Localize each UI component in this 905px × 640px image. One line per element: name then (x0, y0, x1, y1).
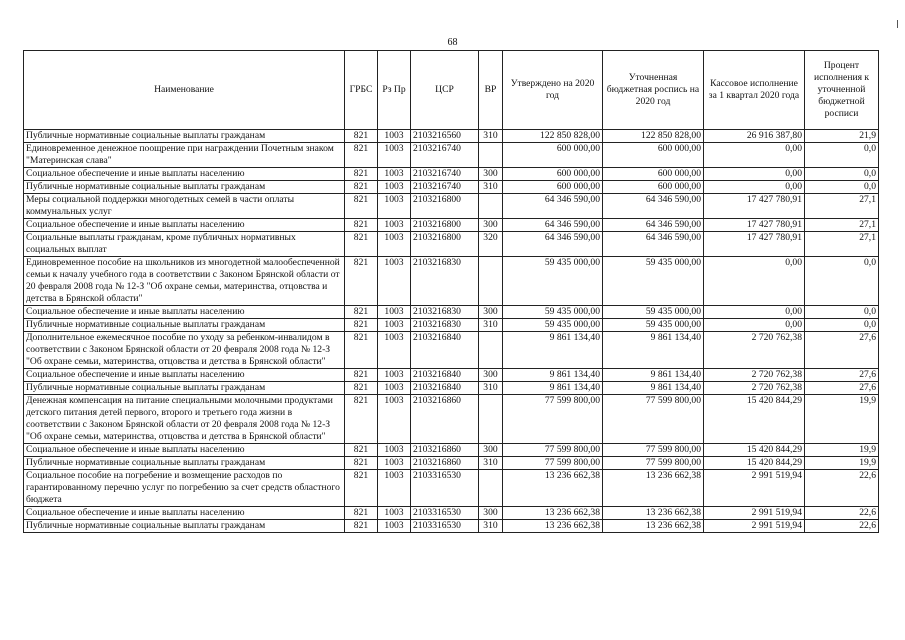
table-row (24, 143, 879, 168)
cell-approved: 59 435 000,00 (503, 319, 603, 332)
cell-vr: 300 (479, 507, 503, 520)
cell-name: Социальное обеспечение и иные выплаты населению (24, 168, 345, 181)
cell-csr: 2103216860 (411, 457, 479, 470)
cell-name: Дополнительное ежемесячное пособие по уходу за ребенком-инвалидом в соответствии с Законом Брянской области от 20 февраля 2008 года № 12-З "Об охране семьи, материнства, отцовства и детства в Брянской области" (24, 332, 345, 369)
cell-percent: 22,6 (805, 520, 879, 533)
cell-vr: 300 (479, 369, 503, 382)
cell-rzpr: 1003 (378, 130, 411, 143)
cell-rzpr: 1003 (378, 332, 411, 369)
cell-vr (479, 257, 503, 306)
cell-vr: 310 (479, 382, 503, 395)
cell-csr: 2103216860 (411, 444, 479, 457)
cell-name: Публичные нормативные социальные выплаты гражданам (24, 457, 345, 470)
cell-csr: 2103216830 (411, 306, 479, 319)
cell-cash: 17 427 780,91 (704, 219, 805, 232)
cell-percent: 27,6 (805, 382, 879, 395)
cell-cash: 17 427 780,91 (704, 194, 805, 219)
table-row (24, 395, 879, 444)
cell-cash: 0,00 (704, 257, 805, 306)
cell-rzpr: 1003 (378, 319, 411, 332)
cell-percent: 27,1 (805, 219, 879, 232)
cell-grbs: 821 (345, 257, 378, 306)
cell-approved: 13 236 662,38 (503, 520, 603, 533)
cell-approved: 600 000,00 (503, 143, 603, 168)
cell-percent: 27,1 (805, 194, 879, 219)
cell-grbs: 821 (345, 319, 378, 332)
cell-percent: 27,6 (805, 332, 879, 369)
cell-refined: 600 000,00 (603, 143, 704, 168)
edge-mark (897, 20, 898, 28)
table-row (24, 382, 879, 395)
cell-refined: 13 236 662,38 (603, 520, 704, 533)
cell-cash: 2 720 762,38 (704, 332, 805, 369)
cell-name: Публичные нормативные социальные выплаты гражданам (24, 382, 345, 395)
cell-rzpr: 1003 (378, 257, 411, 306)
cell-refined: 13 236 662,38 (603, 470, 704, 507)
cell-name: Социальное обеспечение и иные выплаты населению (24, 219, 345, 232)
cell-vr: 310 (479, 130, 503, 143)
cell-grbs: 821 (345, 168, 378, 181)
cell-vr (479, 143, 503, 168)
cell-name: Денежная компенсация на питание специальными молочными продуктами детского питания детей первого, второго и третьего года жизни в соответствии с Законом Брянской области от 20 февраля 2008 года № 12-З "Об охране семьи, материнства, отцовства и детства в Брянской области" (24, 395, 345, 444)
cell-csr: 2103216740 (411, 181, 479, 194)
cell-refined: 77 599 800,00 (603, 444, 704, 457)
cell-csr: 2103216800 (411, 219, 479, 232)
header-vr: ВР (479, 51, 503, 130)
cell-vr: 310 (479, 181, 503, 194)
cell-rzpr: 1003 (378, 219, 411, 232)
table-row (24, 257, 879, 306)
cell-csr: 2103216830 (411, 257, 479, 306)
cell-grbs: 821 (345, 219, 378, 232)
cell-vr: 310 (479, 520, 503, 533)
header-row (24, 51, 879, 130)
cell-percent: 0,0 (805, 143, 879, 168)
cell-name: Публичные нормативные социальные выплаты гражданам (24, 181, 345, 194)
header-csr: ЦСР (411, 51, 479, 130)
cell-approved: 9 861 134,40 (503, 382, 603, 395)
cell-approved: 9 861 134,40 (503, 369, 603, 382)
table-row (24, 319, 879, 332)
cell-csr: 2103316530 (411, 470, 479, 507)
cell-vr (479, 194, 503, 219)
cell-vr (479, 332, 503, 369)
cell-cash: 2 720 762,38 (704, 382, 805, 395)
cell-approved: 59 435 000,00 (503, 306, 603, 319)
cell-rzpr: 1003 (378, 306, 411, 319)
cell-percent: 0,0 (805, 168, 879, 181)
table-row (24, 219, 879, 232)
cell-refined: 9 861 134,40 (603, 382, 704, 395)
cell-cash: 0,00 (704, 181, 805, 194)
cell-percent: 21,9 (805, 130, 879, 143)
cell-cash: 2 991 519,94 (704, 507, 805, 520)
cell-refined: 600 000,00 (603, 181, 704, 194)
cell-percent: 27,1 (805, 232, 879, 257)
cell-vr: 300 (479, 444, 503, 457)
cell-csr: 2103316530 (411, 520, 479, 533)
cell-cash: 26 916 387,80 (704, 130, 805, 143)
cell-cash: 2 991 519,94 (704, 470, 805, 507)
cell-approved: 13 236 662,38 (503, 507, 603, 520)
cell-cash: 0,00 (704, 306, 805, 319)
cell-percent: 0,0 (805, 257, 879, 306)
cell-vr: 310 (479, 457, 503, 470)
cell-grbs: 821 (345, 232, 378, 257)
cell-cash: 15 420 844,29 (704, 457, 805, 470)
cell-vr (479, 395, 503, 444)
cell-name: Публичные нормативные социальные выплаты гражданам (24, 520, 345, 533)
cell-refined: 600 000,00 (603, 168, 704, 181)
cell-refined: 122 850 828,00 (603, 130, 704, 143)
cell-cash: 15 420 844,29 (704, 444, 805, 457)
cell-refined: 64 346 590,00 (603, 232, 704, 257)
cell-refined: 9 861 134,40 (603, 332, 704, 369)
cell-approved: 600 000,00 (503, 181, 603, 194)
cell-csr: 2103216800 (411, 232, 479, 257)
cell-cash: 2 720 762,38 (704, 369, 805, 382)
header-rzpr: Рз Пр (378, 51, 411, 130)
table-row (24, 444, 879, 457)
table-row (24, 130, 879, 143)
cell-rzpr: 1003 (378, 444, 411, 457)
cell-approved: 77 599 800,00 (503, 395, 603, 444)
cell-percent: 19,9 (805, 457, 879, 470)
cell-grbs: 821 (345, 382, 378, 395)
cell-name: Социальное пособие на погребение и возмещение расходов по гарантированному перечню услуг по погребению за счет средств областного бюджета (24, 470, 345, 507)
cell-percent: 0,0 (805, 319, 879, 332)
table-row (24, 232, 879, 257)
table-row (24, 194, 879, 219)
cell-csr: 2103216740 (411, 168, 479, 181)
header-approved: Утверждено на 2020 год (503, 51, 603, 130)
table-row (24, 168, 879, 181)
cell-csr: 2103216830 (411, 319, 479, 332)
cell-rzpr: 1003 (378, 507, 411, 520)
cell-grbs: 821 (345, 143, 378, 168)
cell-grbs: 821 (345, 395, 378, 444)
cell-refined: 64 346 590,00 (603, 194, 704, 219)
cell-grbs: 821 (345, 470, 378, 507)
cell-rzpr: 1003 (378, 470, 411, 507)
cell-percent: 0,0 (805, 306, 879, 319)
cell-refined: 59 435 000,00 (603, 257, 704, 306)
cell-vr: 300 (479, 306, 503, 319)
cell-rzpr: 1003 (378, 382, 411, 395)
cell-percent: 19,9 (805, 395, 879, 444)
header-refined: Уточненная бюджетная роспись на 2020 год (603, 51, 704, 130)
cell-csr: 2103216840 (411, 382, 479, 395)
header-percent: Процент исполнения к уточненной бюджетной росписи (805, 51, 879, 130)
cell-grbs: 821 (345, 332, 378, 369)
cell-approved: 64 346 590,00 (503, 194, 603, 219)
table-row (24, 369, 879, 382)
cell-refined: 59 435 000,00 (603, 306, 704, 319)
header-name: Наименование (24, 51, 345, 130)
table-row (24, 457, 879, 470)
cell-name: Социальное обеспечение и иные выплаты населению (24, 306, 345, 319)
cell-grbs: 821 (345, 181, 378, 194)
cell-refined: 9 861 134,40 (603, 369, 704, 382)
cell-grbs: 821 (345, 130, 378, 143)
cell-refined: 77 599 800,00 (603, 457, 704, 470)
cell-vr (479, 470, 503, 507)
cell-approved: 59 435 000,00 (503, 257, 603, 306)
cell-name: Социальное обеспечение и иные выплаты населению (24, 507, 345, 520)
cell-cash: 0,00 (704, 168, 805, 181)
cell-percent: 0,0 (805, 181, 879, 194)
cell-rzpr: 1003 (378, 181, 411, 194)
cell-grbs: 821 (345, 520, 378, 533)
cell-cash: 0,00 (704, 143, 805, 168)
cell-name: Социальное обеспечение и иные выплаты населению (24, 444, 345, 457)
header-cash: Кассовое исполнение за 1 квартал 2020 года (704, 51, 805, 130)
page-number: 68 (447, 37, 458, 48)
cell-grbs: 821 (345, 507, 378, 520)
budget-table (23, 50, 879, 533)
cell-csr: 2103316530 (411, 507, 479, 520)
cell-csr: 2103216860 (411, 395, 479, 444)
cell-cash: 2 991 519,94 (704, 520, 805, 533)
cell-vr: 310 (479, 319, 503, 332)
cell-grbs: 821 (345, 369, 378, 382)
cell-csr: 2103216840 (411, 369, 479, 382)
cell-rzpr: 1003 (378, 457, 411, 470)
cell-refined: 77 599 800,00 (603, 395, 704, 444)
cell-refined: 13 236 662,38 (603, 507, 704, 520)
cell-cash: 17 427 780,91 (704, 232, 805, 257)
table-row (24, 332, 879, 369)
cell-approved: 64 346 590,00 (503, 232, 603, 257)
cell-name: Единовременное пособие на школьников из многодетной малообеспеченной семьи к началу учебного года в соответствии с Законом Брянской области от 20 февраля 2008 года № 12-З "Об охране семьи, материнства, отцовства и детства в Брянской области" (24, 257, 345, 306)
cell-csr: 2103216800 (411, 194, 479, 219)
cell-rzpr: 1003 (378, 143, 411, 168)
cell-grbs: 821 (345, 457, 378, 470)
cell-rzpr: 1003 (378, 232, 411, 257)
cell-percent: 27,6 (805, 369, 879, 382)
cell-refined: 64 346 590,00 (603, 219, 704, 232)
cell-grbs: 821 (345, 194, 378, 219)
cell-approved: 13 236 662,38 (503, 470, 603, 507)
cell-cash: 15 420 844,29 (704, 395, 805, 444)
cell-grbs: 821 (345, 306, 378, 319)
cell-name: Социальные выплаты гражданам, кроме публичных нормативных социальных выплат (24, 232, 345, 257)
cell-percent: 22,6 (805, 470, 879, 507)
cell-approved: 77 599 800,00 (503, 444, 603, 457)
cell-name: Единовременное денежное поощрение при награждении Почетным знаком "Материнская слава" (24, 143, 345, 168)
cell-refined: 59 435 000,00 (603, 319, 704, 332)
cell-approved: 64 346 590,00 (503, 219, 603, 232)
cell-csr: 2103216740 (411, 143, 479, 168)
cell-name: Публичные нормативные социальные выплаты гражданам (24, 130, 345, 143)
cell-csr: 2103216560 (411, 130, 479, 143)
cell-grbs: 821 (345, 444, 378, 457)
cell-approved: 600 000,00 (503, 168, 603, 181)
cell-name: Социальное обеспечение и иные выплаты населению (24, 369, 345, 382)
cell-vr: 300 (479, 219, 503, 232)
cell-cash: 0,00 (704, 319, 805, 332)
cell-rzpr: 1003 (378, 395, 411, 444)
cell-rzpr: 1003 (378, 194, 411, 219)
table-row (24, 181, 879, 194)
cell-approved: 77 599 800,00 (503, 457, 603, 470)
cell-vr: 300 (479, 168, 503, 181)
cell-approved: 9 861 134,40 (503, 332, 603, 369)
table-row (24, 306, 879, 319)
cell-rzpr: 1003 (378, 520, 411, 533)
header-grbs: ГРБС (345, 51, 378, 130)
table-row (24, 507, 879, 520)
cell-percent: 22,6 (805, 507, 879, 520)
cell-rzpr: 1003 (378, 168, 411, 181)
cell-vr: 320 (479, 232, 503, 257)
table-row (24, 470, 879, 507)
cell-rzpr: 1003 (378, 369, 411, 382)
table-row (24, 520, 879, 533)
cell-percent: 19,9 (805, 444, 879, 457)
cell-name: Меры социальной поддержки многодетных семей в части оплаты коммунальных услуг (24, 194, 345, 219)
cell-csr: 2103216840 (411, 332, 479, 369)
cell-name: Публичные нормативные социальные выплаты гражданам (24, 319, 345, 332)
cell-approved: 122 850 828,00 (503, 130, 603, 143)
